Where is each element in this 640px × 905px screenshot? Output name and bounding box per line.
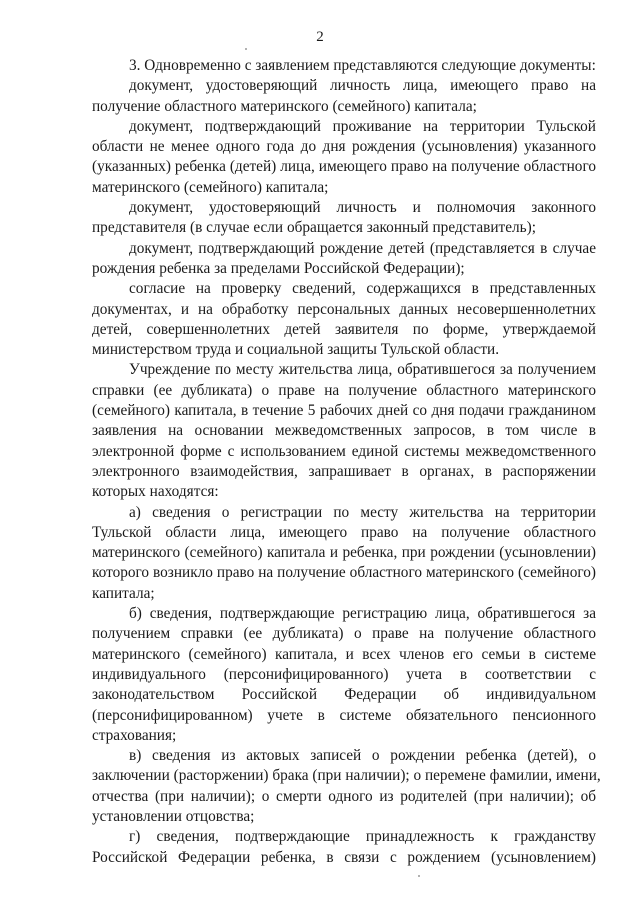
text-line: материнского (семейного) капитала, и всех членов его семьи в системе [92, 645, 596, 663]
text-line: материнского (семейного) капитала; [92, 178, 329, 196]
page-number: 2 [316, 29, 324, 45]
text-line: Тульской области лица, имеющего право на получение областного [92, 523, 596, 541]
text-line: капитала; [92, 584, 155, 602]
text-line: г) сведения, подтверждающие принадлежность к гражданству [129, 828, 596, 846]
scan-speck [418, 875, 420, 877]
text-line: документ, подтверждающий рождение детей (представляется в случае [129, 239, 596, 257]
text-line: документ, удостоверяющий личность лица, имеющего право на [129, 77, 596, 95]
text-line: отчества (при наличии); о смерти одного из родителей (при наличии); об [92, 787, 596, 805]
text-line: заключении (расторжении) брака (при наличии); о перемене фамилии, имени, [92, 767, 601, 785]
text-line: документ, удостоверяющий личность и полномочия законного [129, 199, 596, 217]
text-line: законодательством Российской Федерации об индивидуальном [92, 686, 596, 704]
text-line: б) сведения, подтверждающие регистрацию лица, обратившегося за [129, 605, 596, 623]
text-line: а) сведения о регистрации по месту жительства на территории [129, 503, 596, 521]
text-line: получением справки (ее дубликата) о праве на получение областного [92, 625, 596, 643]
text-line: (указанных) ребенка (детей) лица, имеющего право на получение областного [92, 158, 596, 176]
text-line: министерством труда и социальной защиты Тульской области. [92, 341, 500, 359]
text-line: страхования; [92, 726, 177, 744]
text-line: документах, и на обработку персональных данных несовершеннолетних [92, 300, 596, 318]
text-line: которого возникло право на получение областного материнского (семейного) [92, 564, 596, 582]
scan-speck [245, 48, 247, 50]
text-line: электронного взаимодействия, запрашивает в органах, в распоряжении [92, 462, 596, 480]
text-line: получение областного материнского (семейного) капитала; [92, 97, 477, 115]
text-line: 3. Одновременно с заявлением представляются следующие документы: [129, 57, 596, 74]
text-line: (семейного) капитала, в течение 5 рабочих дней со дня подачи гражданином [92, 402, 596, 420]
text-line: материнского (семейного) капитала и ребенка, при рождении (усыновлении) [92, 544, 596, 562]
text-line: в) сведения из актовых записей о рождении ребенка (детей), о [129, 747, 596, 765]
text-line: справки (ее дубликата) о праве на получение областного материнского [92, 381, 596, 399]
text-line: области не менее одного года до дня рождения (усыновления) указанного [92, 138, 596, 156]
text-line: Российской Федерации ребенка, в связи с рождением (усыновлением) [92, 848, 596, 866]
text-line: установлении отцовства; [92, 807, 255, 825]
text-line: индивидуального (персонифицированного) учета в соответствии с [92, 665, 596, 683]
text-line: электронной форме с использованием единой системы межведомственного [92, 442, 596, 460]
text-line: детей, совершеннолетних детей заявителя по форме, утверждаемой [92, 320, 596, 338]
text-line: которых находятся: [92, 483, 219, 501]
text-line: документ, подтверждающий проживание на территории Тульской [129, 117, 596, 135]
text-line: согласие на проверку сведений, содержащихся в представленных [129, 280, 596, 298]
text-line: Учреждение по месту жительства лица, обратившегося за получением [129, 361, 596, 379]
text-line: (персонифицированном) учете в системе обязательного пенсионного [92, 706, 596, 724]
text-line: представителя (в случае если обращается законный представитель); [92, 219, 536, 237]
text-line: рождения ребенка за пределами Российской Федерации); [92, 259, 465, 277]
document-body [92, 56, 601, 868]
text-line: заявления на основании межведомственных запросов, в том числе в [92, 422, 596, 440]
